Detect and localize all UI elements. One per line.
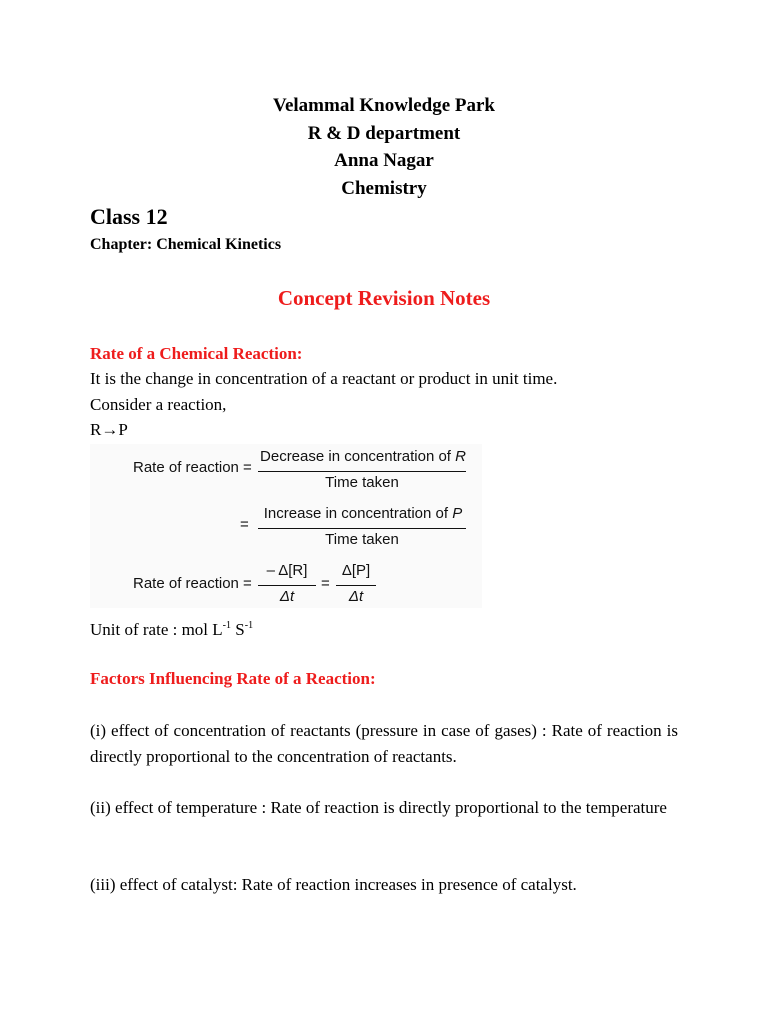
factors-heading: Factors Influencing Rate of a Reaction: bbox=[90, 669, 376, 688]
notes-title: Concept Revision Notes bbox=[277, 286, 491, 310]
institution-name: Velammal Knowledge Park bbox=[272, 95, 495, 116]
location-name: Anna Nagar bbox=[334, 150, 434, 171]
formula-equals-2: = bbox=[240, 516, 249, 533]
formula-label-3: Rate of reaction = bbox=[133, 575, 252, 592]
factor-catalyst: (iii) effect of catalyst: Rate of reaction increases in presence of catalyst. bbox=[90, 875, 577, 894]
formula-frac1-numerator: Decrease in concentration of R bbox=[260, 448, 466, 465]
formula-frac4-denominator: Δt bbox=[348, 588, 364, 605]
rate-definition: It is the change in concentration of a reactant or product in unit time. bbox=[90, 369, 558, 388]
department-name: R & D department bbox=[307, 123, 461, 144]
rate-formula-image bbox=[90, 444, 482, 608]
factor-concentration: (i) effect of concentration of reactants (pressure in case of gases) : Rate of reaction is directly proportional to the concentration of reactants. bbox=[90, 721, 678, 766]
unit-of-rate: Unit of rate : mol $L^{-1}$ $S^{-1}$ bbox=[90, 620, 254, 639]
formula-frac1-bar bbox=[258, 471, 466, 472]
factor-temperature: (ii) effect of temperature : Rate of reaction is directly proportional to the temperature bbox=[90, 798, 667, 817]
formula-label-1: Rate of reaction = bbox=[133, 459, 252, 476]
chapter-title: Chapter: Chemical Kinetics bbox=[90, 236, 282, 253]
formula-frac3-bar bbox=[258, 585, 316, 586]
subject-name: Chemistry bbox=[341, 178, 427, 199]
formula-frac1-denominator: Time taken bbox=[325, 474, 399, 491]
formula-frac2-numerator: Increase in concentration of P bbox=[263, 505, 463, 522]
reaction-equation: R→P bbox=[90, 420, 128, 439]
formula-frac2-bar bbox=[258, 528, 466, 529]
formula-frac3-denominator: Δt bbox=[279, 588, 295, 605]
formula-frac3-numerator: – Δ[R] bbox=[266, 562, 308, 579]
rate-heading: Rate of a Chemical Reaction: bbox=[90, 344, 303, 363]
formula-frac2-denominator: Time taken bbox=[325, 531, 399, 548]
formula-frac4-numerator: Δ[P] bbox=[341, 562, 371, 579]
formula-equals-3: = bbox=[321, 575, 330, 592]
formula-frac4-bar bbox=[336, 585, 376, 586]
consider-text: Consider a reaction, bbox=[90, 395, 227, 414]
class-title: Class 12 bbox=[90, 204, 168, 229]
